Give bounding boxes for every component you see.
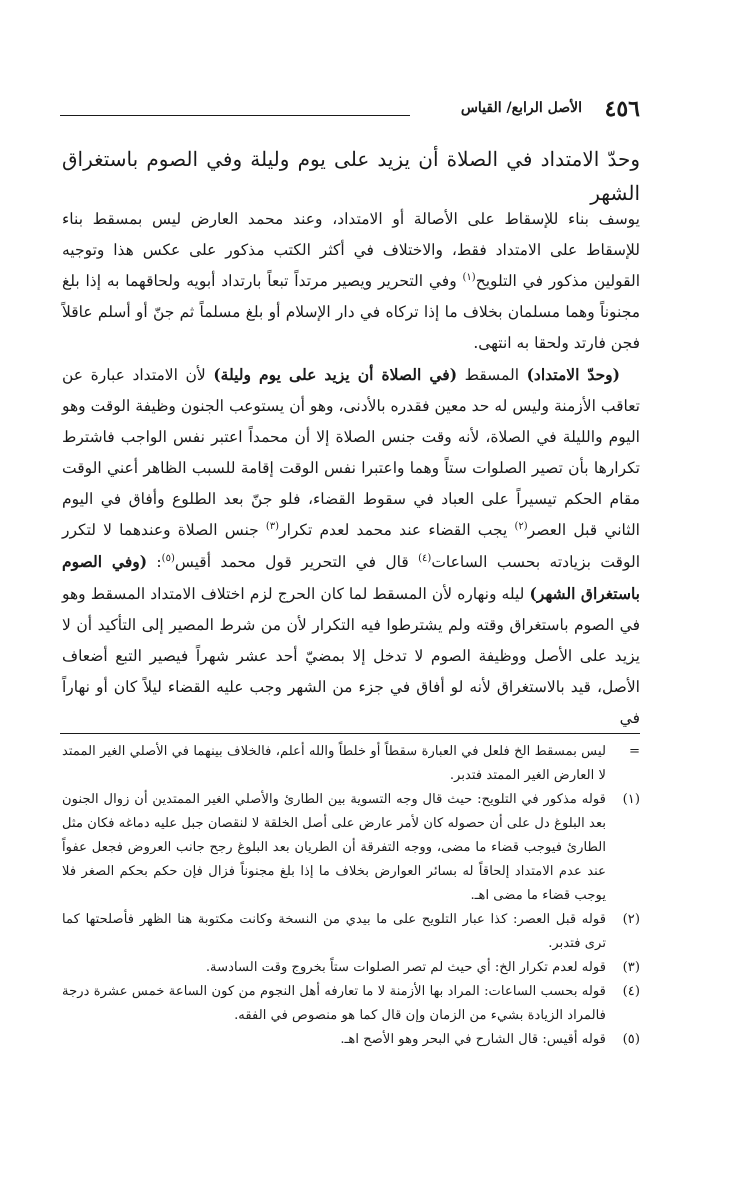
footnote-text: قوله لعدم تكرار الخ: أي حيث لم تصر الصلوات ستاً بخروج وقت السادسة. (205, 960, 606, 975)
commentary (62, 204, 640, 734)
commentary-paragraph-2 (62, 359, 640, 734)
footnote-4 (62, 980, 640, 1028)
running-title: الأصل الرابع/ القياس (460, 100, 582, 116)
lemma: (في الصلاة أن يزيد على يوم وليلة) (213, 365, 458, 384)
lemma: (وفي الصوم باستغراق الشهر) (62, 552, 640, 603)
footnote-3 (62, 956, 640, 980)
footnote-ref[interactable]: (٢) (514, 520, 528, 532)
footnote-text: ليس بمسقط الخ فلعل في العبارة سقطاً أو خلطاً والله أعلم، فالخلاف بينهما في الأصلي الغير الممتد لا العارض الغير الممتد فتدبر. (62, 744, 606, 783)
footnote-text: قوله بحسب الساعات: المراد بها الأزمنة لا ما تعارفه أهل النجوم من كون الساعة خمس عشرة درجة فالمراد الزيادة بشيء من الزمان وإن قال كما هو منصوص في الفقه. (62, 984, 606, 1023)
footnote-ref[interactable]: (١) (462, 271, 476, 283)
footnote-1 (62, 788, 640, 908)
footnote-mark: (٤) (622, 984, 640, 999)
footnote-mark: (٥) (622, 1032, 640, 1047)
footnote-mark: (١) (622, 792, 640, 807)
matn-text: وحدّ الامتداد في الصلاة أن يزيد على يوم وليلة وفي الصوم باستغراق الشهر (62, 147, 640, 205)
footnote-continuation (62, 740, 640, 788)
footnote-2 (62, 908, 640, 956)
footnote-text: قوله قبل العصر: كذا عبار التلويح على ما بيدي من النسخة وكانت مكتوبة هنا الظهر فأصلحتها كما ترى فتدبر. (62, 912, 606, 951)
lemma: (وحدّ الامتداد) (526, 365, 620, 384)
footnote-ref[interactable]: (٥) (161, 552, 175, 564)
text-run: : (147, 553, 162, 571)
footnote-5 (62, 1028, 640, 1052)
text-run: ليله ونهاره لأن المسقط لما كان الحرج لزم اختلاف الامتداد المسقط وهو في الصوم باستغراق وقته ولم يشترطوا فيه التكرار لأن من شرط المصير إلى التأكيد أن لا يزيد على الأصل ووظيفة الصوم لا تدخل إلا بمضيّ أحد عشر شهراً فيصير التبع أضعاف الأصل، قيد بالاستغراق لأنه لو أفاق في جزء من الشهر وجب عليه القضاء ليلاً كان أو نهاراً في (62, 585, 640, 727)
footnotes (62, 740, 640, 1052)
text-run: وفي التحرير ويصير مرتداً تبعاً بارتداد أبويه ولحاقهما به إذا بلغ مجنوناً وهما مسلمان بخلاف ما إذا تركاه في دار الإسلام أو بلغ مسلماً ثم جنّ أو أسلم عاقلاً فجن فارتد ولحقا به انتهى. (62, 272, 640, 352)
footnote-ref[interactable]: (٣) (265, 520, 280, 532)
footnote-ref[interactable]: (٤) (418, 552, 432, 564)
text-run: قال في التحرير قول محمد أقيس (174, 553, 419, 571)
header-rule (60, 115, 410, 116)
text-run: يوسف بناء للإسقاط على الأصالة أو الامتداد، وعند محمد العارض ليس بمسقط بناء للإسقاط على الامتداد فقط، والاختلاف في أكثر الكتب مذكور على عكس هذا وتوجيه القولين مذكور في التلويح (62, 210, 640, 290)
page-header (60, 96, 640, 130)
text-run: المسقط (457, 366, 527, 384)
text-run: يجب القضاء عند محمد لعدم تكرار (279, 521, 515, 539)
text-run: لأن الامتداد عبارة عن تعاقب الأزمنة وليس له حد معين فقدره بالأدنى، وهو أن يستوعب الجنون وظيفة الوقت وهو اليوم والليلة في الصلاة، لأنه وقت جنس الصلاة إلا أن محمداً اعتبر نفس الواجب فاشترط تكرارها بأن تصير الصلوات ستاً وهما واعتبرا نفس الوقت إقامة للسبب الظاهر أعني الوقت مقام الحكم تيسيراً على العباد في سقوط القضاء، فلو جنّ بعد الطلوع وأفاق في اليوم الثاني قبل العصر (62, 366, 640, 539)
footnote-mark: (٢) (622, 912, 640, 927)
footnote-mark: = (628, 744, 640, 759)
page-number: ٤٥٦ (604, 96, 640, 122)
commentary-paragraph-1 (62, 204, 640, 359)
footnote-mark: (٣) (622, 960, 640, 975)
text-run: جنس الصلاة وعندهما لا لتكرر الوقت بزيادته بحسب الساعات (62, 521, 641, 571)
footnote-text: قوله مذكور في التلويح: حيث قال وجه التسوية بين الطارئ والأصلي الغير الممتدين أن زوال الجنون بعد البلوغ دل على أن حصوله كان لأمر عارض على أصل الخلقة لا لنقصان جبل عليه دماغه فكان مثل الطارئ فيوجب قضاء ما مضى، ووجه التفرقة أن الطريان بعد البلوغ رجح جانب العروض فجعل عفواً عند عدم الامتداد إلحاقاً له بسائر العوارض بخلاف ما إذا بلغ مجنوناً فزال فإن حكم بحكم الصغر فلا يوجب قضاء ما مضى اهـ. (62, 792, 606, 903)
footnote-separator (60, 733, 640, 734)
footnote-text: قوله أقيس: قال الشارح في البحر وهو الأصح اهـ. (340, 1032, 606, 1047)
